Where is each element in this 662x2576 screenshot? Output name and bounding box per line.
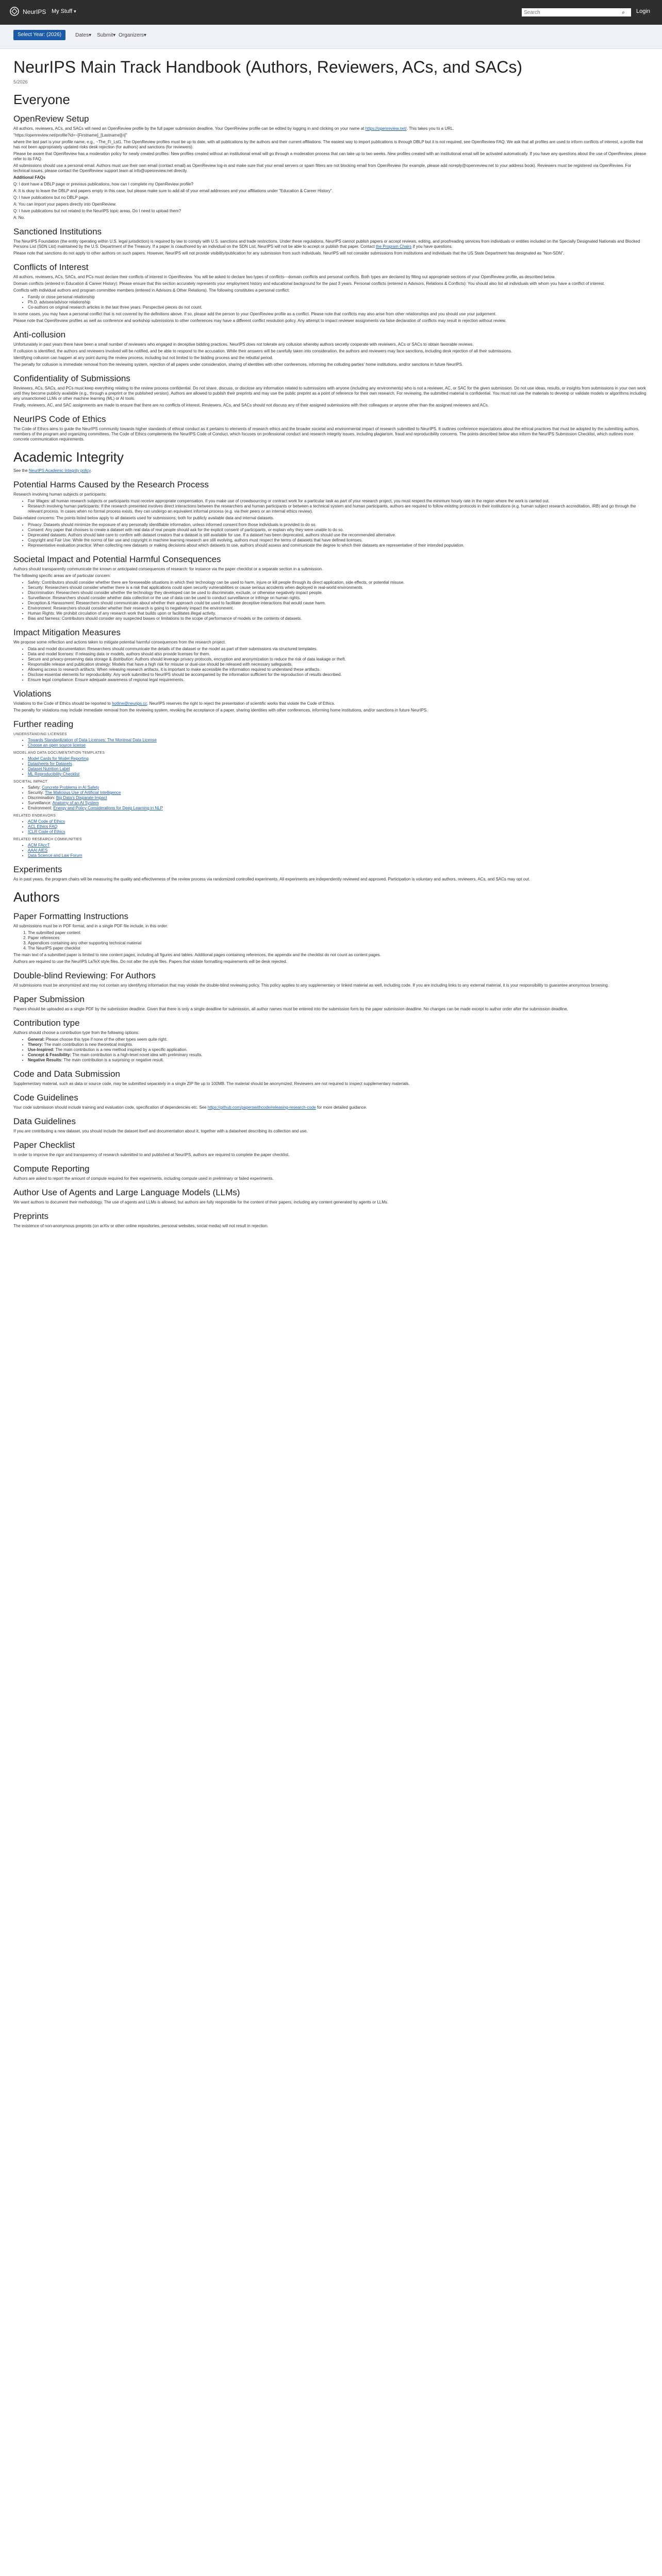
list-item: • Family or close personal relationship	[28, 295, 649, 300]
paragraph: The main text of a submitted paper is limited to nine content pages, including all figures and tables. Additional pages containing references, the appendix and the checklist do not count as content pages.	[13, 953, 381, 957]
heading-harms: Potential Harms Caused by the Research Process	[13, 480, 209, 489]
list-item: • Surveillance: Researchers should consider whether data collection or the use of data can be used to conduct surveillance or infringe on human rights.	[28, 596, 649, 601]
list	[13, 522, 649, 548]
heading-llm: Author Use of Agents and Large Language Models (LLMs)	[13, 1188, 240, 1197]
search-button[interactable]: ⌕	[616, 8, 631, 16]
paragraph: Research involving human subjects or participants:	[13, 492, 107, 497]
select-year-button[interactable]: Select Year: (2026)	[13, 30, 65, 40]
heading-confidentiality: Confidentiality of Submissions	[13, 374, 130, 383]
list-item[interactable]: • Security: The Malicious Use of Artificial Intelligence	[28, 790, 649, 795]
handbook-content	[13, 58, 649, 1230]
list-item: • Copyright and Fair Use: While the norms of fair use and copyright in machine learning research are still evolving, authors must respect the terms of datasets that have defined licenses.	[28, 538, 649, 543]
heading-integrity: Academic Integrity	[13, 449, 124, 465]
paragraph: Authors are asked to report the amount of compute required for their experiments, including compute used in preliminary or failed experiments.	[13, 1176, 274, 1181]
paragraph: where the last part is your profile name, e.g., ~The_Fi_Lst1. The OpenReview profiles must be up to date, with all publications by the authors and their current affiliations. The easiest way to import publications is through DBLP but it is not required, see OpenReview FAQ. We ask that all profiles are used to inform conflicts of interest, a profile that has not been appropriately updated risks desk rejection (for authors) and sanctions (for reviewers).	[13, 140, 643, 149]
chevron-down-icon: ▾	[89, 32, 92, 38]
list-item[interactable]: • Dataset Nutrition Label	[28, 767, 649, 772]
paragraph: Data-related concerns: The points listed below apply to all datasets used for submissions, both for publicly available data and internal datasets.	[13, 516, 274, 520]
paragraph: All submissions should use a personal email. Authors must use their own email (contact email) as OpenReview log-in and make sure that your email servers or spam filters are not blocking email from OpenReview (for example, please add noreply@openreview.net to your address book). Reviewers must be registered via OpenReview. For technical issues, please contact the OpenReview support team at info@openreview.net directly.	[13, 163, 632, 173]
link[interactable]: hotline@neurips.cc	[112, 701, 147, 706]
paragraph: Finally, reviewers, AC, and SAC assignments are made to ensure that there are no conflicts of interest. Reviewers, ACs, and SACs should not discuss any of their assigned submissions with their colleagues or anyone other than the assigned reviewers and ACs.	[13, 403, 489, 408]
paragraph: Q: I have publications but not related to the NeurIPS topic areas. Do I need to upload them?	[13, 209, 181, 213]
list	[13, 785, 649, 811]
heading-formatting: Paper Formatting Instructions	[13, 911, 128, 921]
openreview-link[interactable]: https://openreview.net/	[365, 126, 407, 131]
list-item[interactable]: • ICLR Code of Ethics	[28, 829, 649, 835]
list-item: • General: Please choose this type if none of the other types seem quite right.	[28, 1037, 649, 1042]
list	[13, 499, 649, 514]
paragraph: All submissions must be in PDF format, and in a single PDF file include, in this order:	[13, 924, 169, 928]
list	[13, 1037, 649, 1063]
list-item: • Bias and fairness: Contributors should consider any suspected biases or limitations to the scope of performance of models or the contents of datasets.	[28, 616, 649, 621]
list-item[interactable]: • Surveillance: Anatomy of an AI System	[28, 801, 649, 806]
list-item: • Ph.D. advisee/advisor relationship	[28, 300, 649, 305]
list-item[interactable]: • ACM Code of Ethics	[28, 819, 649, 824]
paragraph: The penalty for collusion is immediate removal from the reviewing system, rejection of all papers under consideration, sharing of identities with other conferences, informing the colluding parties' home institutions, and/or sanctions in future NeurIPS.	[13, 362, 464, 367]
list-item: • Security: Researchers should consider whether there is a risk that applications could open security vulnerabilities or cause serious accidents when deployed in real-world environments.	[28, 585, 649, 590]
heading-further: Further reading	[13, 719, 74, 729]
list-item: • Deception & Harassment: Researchers should communicate about whether their approach could be used to facilitate deceptive interactions that would cause harm.	[28, 601, 649, 606]
paragraph: The following specific areas are of particular concern:	[13, 573, 111, 578]
paragraph: Supplementary material, such as data or source code, may be submitted separately in a single ZIP file up to 100MB. The material should be anonymized; Reviewers are not required to inspect supplementary materials.	[13, 1081, 410, 1086]
heading-codeguide: Code Guidelines	[13, 1093, 78, 1103]
paragraph: Authors should transparently communicate the known or anticipated consequences of research: for instance via the paper checklist or a separate section in a submission.	[13, 567, 323, 571]
paragraph: Identifying collusion can happen at any point during the review process, including but not limited to the bidding process and the rebuttal period.	[13, 355, 273, 360]
paragraph: "https://openreview.net/profile?id=~[Firstname]_[Lastname][n]"	[13, 133, 127, 138]
list-item: • Deprecated datasets: Authors should take care to confirm with dataset creators that a dataset is still available for use. If a dataset has been deprecated, authors should use the recommended alternative.	[28, 533, 649, 538]
login-link[interactable]: Login	[636, 8, 650, 14]
paragraph: The Code of Ethics aims to guide the NeurIPS community towards higher standards of ethical conduct as it pertains to elements of research ethics and the broader societal and environmental impact of research submitted to NeurIPS. It outlines conference expectations about the ethical practices that must be adopted by the submitting authors, members of the program and organizing committees. The Code of Ethics complements the NeurIPS Code of Conduct, which focuses on professional conduct and research integrity issues, including plagiarism, fraud and reproducibility concerns. The points described below also inform the NeurIPS Submission Checklist, which outlines more concrete communication requirements.	[13, 427, 639, 442]
list-item: • Discrimination: Researchers should consider whether the technology they developed can be used to discriminate, exclude, or otherwise negatively impact people.	[28, 590, 649, 596]
list	[13, 647, 649, 683]
paragraph: Authors should choose a contribution type from the following options:	[13, 1030, 140, 1035]
list-item: 1. The submitted paper content	[28, 930, 649, 936]
chevron-down-icon: ▾	[143, 32, 146, 38]
label: RELATED RESEARCH COMMUNITIES	[13, 838, 82, 841]
paragraph: Q: I dont have a DBLP page or previous publications, how can I complete my OpenReview profile?	[13, 182, 193, 187]
list-item: • Environment: Researchers should consider whether their research is going to negatively impact the environment.	[28, 606, 649, 611]
heading-checklist: Paper Checklist	[13, 1140, 75, 1150]
paragraph: We want authors to document their methodology. The use of agents and LLMs is allowed, but authors are fully responsible for the content of their papers, including any content generated by agents or LLMs.	[13, 1200, 389, 1205]
paragraph: Conflicts with individual authors and program committee members (entered in Advisors & Other Relations). The following constitutes a personal conflict:	[13, 288, 290, 293]
subnav-dates[interactable]: Dates▾	[75, 32, 92, 38]
heading-codedata: Code and Data Submission	[13, 1069, 120, 1079]
list-item: 4. The NeurIPS paper checklist	[28, 946, 649, 951]
heading-contribution: Contribution type	[13, 1018, 80, 1028]
heading-authors: Authors	[13, 889, 60, 905]
list	[13, 756, 649, 777]
page-date: 5/2026	[13, 79, 28, 84]
chevron-down-icon: ▾	[74, 9, 76, 14]
heading-dblind: Double-blind Reviewing: For Authors	[13, 971, 156, 980]
list-item: 2. Paper references	[28, 936, 649, 941]
search-input[interactable]	[522, 8, 616, 16]
paragraph: The existence of non-anonymous preprints (on arXiv or other online repositories, personal websites, social media) will not result in rejection.	[13, 1224, 269, 1228]
paragraph: Domain conflicts (entered in Education & Career History): Please ensure that this section accurately represents your employment history and educational background for the past 3 years. Personal conflicts (entered in Advisors, Relations & Conflicts): You should also list all individuals with whom you have a conflict of interest.	[13, 281, 605, 286]
list-item[interactable]: • Model Cards for Model Reporting	[28, 756, 649, 761]
list-item: • Responsible release and publication strategy: Models that have a high risk for misuse or dual-use should be released with necessary safeguards.	[28, 662, 649, 667]
paragraph: If you are contributing a new dataset, you should include the dataset itself and documentation about it, together with a datasheet describing its collection and use.	[13, 1129, 308, 1133]
list-item: • Theory: The main contribution is new theoretical insights.	[28, 1042, 649, 1047]
list-item[interactable]: • Choose an open source license	[28, 743, 649, 748]
list-item: • Fair Wages: all human research subjects or participants must receive appropriate compensation. If you make use of crowdsourcing or contract work for a particular task as part of your research project, you must respect the minimum hourly rate in the region where the work is carried out.	[28, 499, 649, 504]
paragraph: In some cases, you may have a personal conflict that is not covered by the definitions above. If so, please add the person to your OpenReview profile as a conflict. Please note that conflicts may also arise from other relationships and you should use your judgement.	[13, 312, 496, 316]
list-item[interactable]: • Datasheets for Datasets	[28, 761, 649, 767]
list-item: 3. Appendices containing any other supporting technical material	[28, 941, 649, 946]
list-item: • Research involving human participants: If the research presented involves direct interactions between the researchers and human participants or between a technical system and human participants, authors are required to follow existing protocols in their institutions (e.g. human subject research accreditation, IRB) and go through the relevant process. In cases when no formal process exists, they can undergo an equivalent informal process (e.g. via their peers or an internal ethics review).	[28, 504, 649, 514]
paragraph: A: You can import your papers directly into OpenReview.	[13, 202, 117, 207]
list	[13, 295, 649, 310]
paragraph: Reviewers, ACs, SACs, and PCs must keep everything relating to the review process confidential. Do not share, discuss, or disclose any information related to submissions with anyone (including any environments) who is not a reviewer, AC, or SAC for the given submission. Do not use ideas, results, or insights from submissions in your own work until they become publicly available (e.g., through a preprint or the published version). Authors are allowed to publish their preprints and may use the public preprint as a point of reference for their own research. For reviewing, the submitted material is confidential. You must not use the materials to develop or validate models or algorithms including any unsanctioned LLMs or other machine learning (ML) or AI tools.	[13, 386, 647, 401]
paragraph: In order to improve the rigor and transparency of research submitted to and published at NeurIPS, authors are required to complete the paper checklist.	[13, 1153, 290, 1157]
nav-my-stuff[interactable]: My Stuff ▾	[52, 8, 76, 14]
link[interactable]: NeurIPS Academic Integrity policy	[28, 468, 91, 473]
list-item[interactable]: • Data Science and Law Forum	[28, 853, 649, 858]
paragraph: As in past years, the program chairs will be measuring the quality and effectiveness of the review process via randomized controlled experiments. All experiments are independently reviewed and approved. Participation is voluntary and authors, reviewers, ACs, and SACs may opt out.	[13, 877, 531, 882]
heading-mitigation: Impact Mitigation Measures	[13, 628, 121, 637]
paragraph: If collusion is identified, the authors and reviewers involved will be notified, and be able to respond to the accusation. While their answers will be carefully taken into consideration, the authors and reviewers may face sanctions, including desk rejection of all their submissions.	[13, 349, 512, 353]
list-item: • Negative Results: The main contribution is a surprising or negative result.	[28, 1058, 649, 1063]
label: SOCIETAL IMPACT	[13, 780, 48, 784]
paragraph: Authors are required to use the NeurIPS LaTeX style files. Do not alter the style files. Papers that violate formatting requirements will be desk rejected.	[13, 959, 287, 964]
list	[13, 580, 649, 621]
paragraph: Unfortunately in past years there have been a small number of reviewers who engaged in deceptive bidding practices. NeurIPS does not tolerate any collusion whereby authors secretly cooperate with reviewers, ACs or SACs to obtain favorable reviews.	[13, 342, 474, 347]
list-item: • Concept & Feasibility: The main contribution is a high-level novel idea with preliminary results.	[28, 1053, 649, 1058]
paragraph: Q: I have publications but no DBLP page.	[13, 195, 89, 200]
paragraph: The penalty for violations may include immediate removal from the reviewing system, revoking the acceptance of a paper, sharing identities with other conferences, informing home institutions, and/or sanctions in future NeurIPS.	[13, 708, 428, 713]
neurips-logo-icon[interactable]	[9, 6, 20, 16]
heading-openreview: OpenReview Setup	[13, 114, 89, 124]
list-item: • Disclose essential elements for reproducibility: Any work submitted to NeurIPS should be accompanied by the information sufficient for the reproduction of results described.	[28, 672, 649, 677]
list-item: • Secure and privacy-preserving data storage & distribution: Authors should leverage privacy protocols, encryption and anonymization to reduce the risk of data leakage or theft.	[28, 657, 649, 662]
list-item[interactable]: • Safety: Concrete Problems in AI Safety	[28, 785, 649, 790]
subnav-organizers[interactable]: Organizers▾	[119, 32, 146, 38]
paragraph: Papers should be uploaded as a single PDF by the submission deadline. Given that there is only a single deadline for submission, all author names must be entered into the submission form by the paper submission deadline. No changes can be made except to author order after the submission deadline.	[13, 1007, 568, 1011]
list	[13, 819, 649, 835]
page-title: NeurIPS Main Track Handbook (Authors, Reviewers, ACs, and SACs)	[13, 58, 523, 76]
label: MODEL AND DATA DOCUMENTATION TEMPLATES	[13, 751, 105, 755]
heading-violations: Violations	[13, 689, 52, 699]
list	[13, 738, 649, 748]
heading-preprints: Preprints	[13, 1211, 49, 1221]
list-item: • Privacy: Datasets should minimize the exposure of any personally identifiable information, unless informed consent from those individuals is provided to do so.	[28, 522, 649, 528]
list-item: • Co-authors on original research articles in the last three years. Perspective pieces do not count.	[28, 305, 649, 310]
paragraph: All submissions must be anonymized and may not contain any identifying information that may violate the double-blind reviewing policy. This policy applies to any supplementary or linked material as well, including code. If you are including links to any external material, it is your responsibility to guarantee anonymous browsing.	[13, 983, 609, 988]
paragraph: A: No.	[13, 215, 25, 220]
link[interactable]: https://github.com/paperswithcode/releasing-research-code	[207, 1105, 316, 1110]
list-item: • Ensure legal compliance: Ensure adequate awareness of regional legal requirements.	[28, 677, 649, 683]
paragraph: Your code submission should include training and evaluation code, specification of dependencies etc. See https://github.com/paperswithcode/releasing-research-code for more detailed guidance.	[13, 1105, 367, 1110]
list-item[interactable]: • ACL Ethics FAQ	[28, 824, 649, 829]
label: RELATED ENDEAVORS	[13, 814, 56, 818]
heading-anticollusion: Anti-collusion	[13, 330, 66, 340]
list	[13, 843, 649, 858]
chevron-down-icon: ▾	[113, 32, 116, 38]
paragraph: We propose some reflection and actions taken to mitigate potential harmful consequences from the research project.	[13, 640, 226, 645]
heading-impact: Societal Impact and Potential Harmful Consequences	[13, 554, 221, 564]
heading-experiments: Experiments	[13, 865, 62, 874]
paragraph: Please be aware that OpenReview has a moderation policy for newly created profiles: New profiles created without an institutional email will go through a moderation process that can take up to two weeks. New profiles created with an institutional email will be activated automatically. If you have any questions about the use of OpenReview, please refer to its FAQ.	[13, 151, 647, 161]
top-navigation-bar	[0, 0, 662, 25]
list-item: • Data and model documentation: Researchers should communicate the details of the dataset or the model as part of their submissions via structured templates.	[28, 647, 649, 652]
paragraph: Additional FAQs	[13, 175, 46, 180]
list-item: • Use-Inspired: The main contribution is a new method inspired by a specific application.	[28, 1047, 649, 1053]
paragraph: Please note that OpenReview profiles as well as conference and workshop submissions to other conferences may have a different conflict resolution policy. Any attempt to impact reviewer assignments via false declaration of conflicts may result in rejection without review.	[13, 318, 506, 323]
heading-dataguide: Data Guidelines	[13, 1116, 76, 1126]
paragraph: All authors, reviewers, ACs, SACs, and PCs must declare their conflicts of interest in OpenReview. You will be asked to declare two types of conflicts—domain conflicts and personal conflicts. Both types are declared by filling out appropriate sections of your OpenReview profile, as described below.	[13, 275, 556, 279]
heading-compute: Compute Reporting	[13, 1164, 90, 1174]
heading-submission: Paper Submission	[13, 994, 85, 1004]
paragraph: All authors, reviewers, ACs, and SACs will need an OpenReview profile by the full paper submission deadline. Your OpenReview profile can be edited by logging in and clicking on your name at https://openreview.net/. This takes you to a URL.	[13, 126, 454, 131]
list	[13, 930, 649, 951]
list-item: • Data and model licenses: If releasing data or models, authors should also provide licenses for them.	[28, 652, 649, 657]
list-item: • Representative evaluation practice: When collecting new datasets or making decisions about which datasets to use, authors should assess and communicate the degree to which their datasets are representative of their intended population.	[28, 543, 649, 548]
paragraph: Violations to the Code of Ethics should be reported to hotline@neurips.cc. NeurIPS reserves the right to reject the presentation of scientific works that violate the Code of Ethics.	[13, 701, 335, 706]
list-item[interactable]: • AAAI AIES	[28, 848, 649, 853]
list-item[interactable]: • Discrimination: Big Data's Disparate Impact	[28, 795, 649, 801]
list-item[interactable]: • Towards Standardization of Data Licenses: The Montreal Data License	[28, 738, 649, 743]
list-item[interactable]: • ML Reproducibility Checklist	[28, 772, 649, 777]
list-item: • Allowing access to research artifacts: When releasing research artifacts, it is important to make accessible the information required to understand these artifacts.	[28, 667, 649, 672]
subnav-submit[interactable]: Submit▾	[97, 32, 116, 38]
heading-everyone: Everyone	[13, 92, 70, 107]
list-item[interactable]: • Environment: Energy and Policy Considerations for Deep Learning in NLP	[28, 806, 649, 811]
link[interactable]: the Program Chairs	[375, 244, 412, 249]
paragraph: A: It is okay to leave the DBLP and papers empty in this case, but please make sure to add all of your email addresses and your affiliations under "Education & Career History".	[13, 189, 333, 193]
paragraph: Please note that sanctions do not apply to other authors on such papers. However, NeurIPS will not provide visibility/publication for any submission from such individuals. NeurIPS will not consider submissions from institutions and individuals that the US State Department has designated as "Non-SDN".	[13, 251, 565, 256]
list-item: • Consent: Any paper that chooses to create a dataset with real data of real people should ask for the explicit consent of participants, or explain why they were unable to do so.	[28, 528, 649, 533]
heading-sanctioned: Sanctioned Institutions	[13, 227, 102, 236]
label: UNDERSTANDING LICENSES	[13, 733, 67, 736]
heading-conflicts: Conflicts of Interest	[13, 262, 89, 272]
list-item[interactable]: • ACM FAccT	[28, 843, 649, 848]
paragraph: The NeurIPS Foundation (the entity operating within U.S. legal jurisdiction) is required by law to comply with U.S. sanctions and trade restrictions. Under these regulations, NeurIPS cannot publish papers or accept reviews, editing, and proofreading services from individuals or entities included on the Specially Designated Nationals and Blocked Persons List (SDN List) maintained by the U.S. Department of the Treasury. If a paper is coauthored by an individual on the SDN List, NeurIPS will not be able to accept or publish that paper. Contact the Program Chairs if you have questions.	[13, 239, 640, 249]
brand-link[interactable]: NeurIPS	[23, 8, 46, 15]
sub-navigation-bar	[0, 25, 662, 49]
list-item: • Safety: Contributors should consider whether there are foreseeable situations in which their technology can be used to harm, injure or kill people through its direct application, side effects, or potential misuse.	[28, 580, 649, 585]
paragraph: See the NeurIPS Academic Integrity policy.	[13, 468, 92, 473]
list-item: • Human Rights: We prohibit circulation of any research work that builds upon or facilitates illegal activity.	[28, 611, 649, 616]
heading-code: NeurIPS Code of Ethics	[13, 414, 106, 424]
